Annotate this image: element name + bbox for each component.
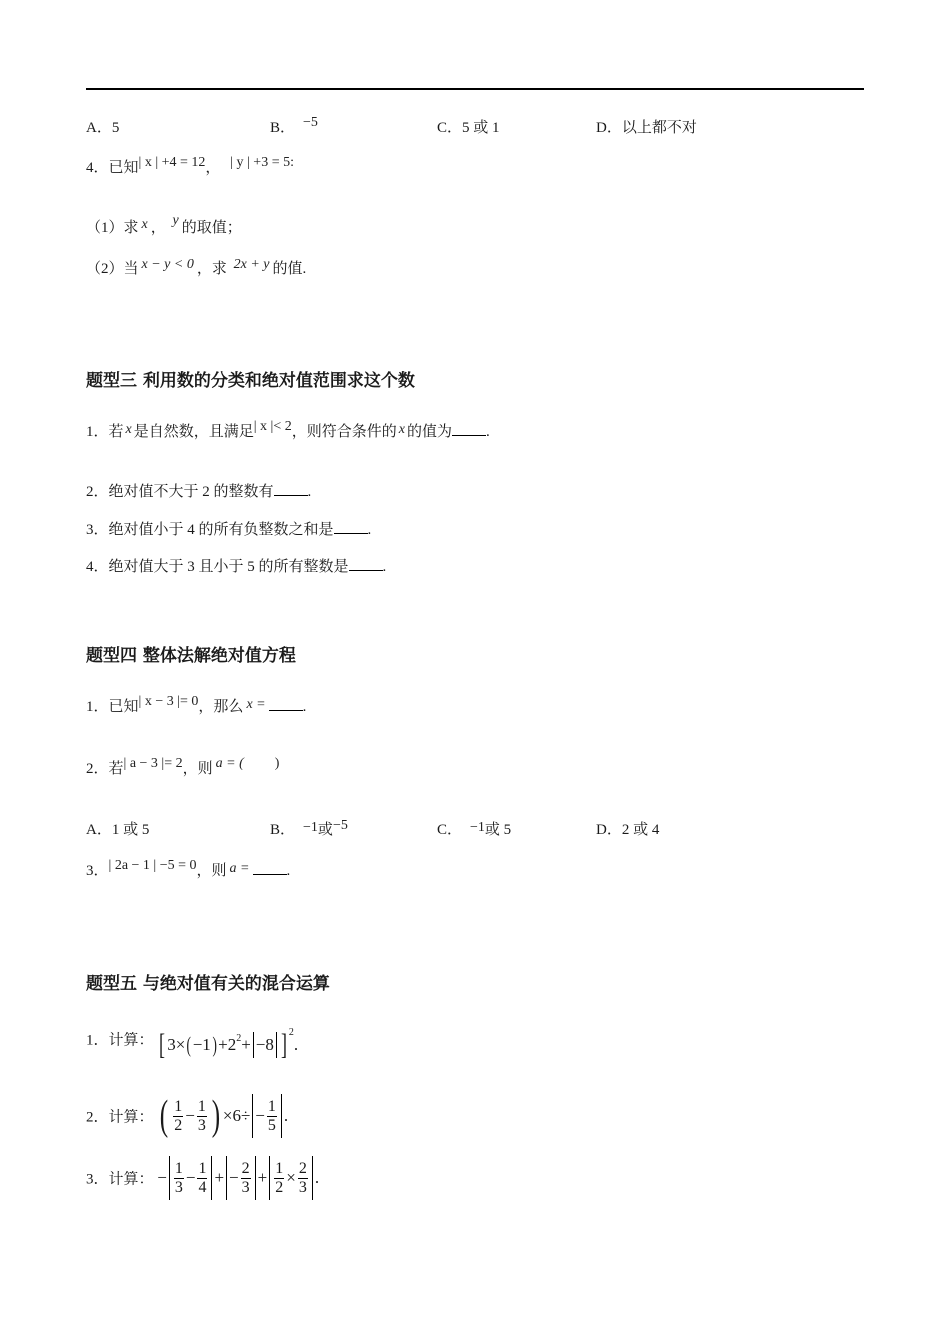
header-rule bbox=[86, 88, 864, 90]
section-4-question-3: 3．| 2a − 1 | −5 = 0，则 a = . bbox=[86, 858, 291, 879]
option-d: D．2 或 4 bbox=[596, 822, 660, 838]
option-c: C．5 或 1 bbox=[437, 120, 500, 136]
section-5-question-3: 3．计算： − $\frac{1}{3}$ − $\frac{1}{4}$ + − $\frac{2}{3}$ + $\frac{1}{2}$ × $\frac{2}{3}$ . bbox=[86, 1158, 319, 1202]
answer-blank[interactable] bbox=[452, 421, 486, 436]
option-d: D．以上都不对 bbox=[596, 120, 697, 136]
question-4: 4．已知| x | +4 = 12， | y | +3 = 5: bbox=[86, 155, 294, 176]
section-3-question-2: 2．绝对值不大于 2 的整数有 . bbox=[86, 481, 311, 502]
option-b: B． −1或−5 bbox=[270, 818, 348, 838]
math-expression: − $\frac{1}{3}$ − $\frac{1}{4}$ + − $\frac{2}{3}$ + $\frac{1}{2}$ × $\frac{2}{3}$ . bbox=[157, 1156, 319, 1200]
math-expression: ( $\frac{1}{2}$ − $\frac{1}{3}$ ) ×6÷ − $\frac{1}{5}$ . bbox=[160, 1093, 289, 1139]
answer-blank[interactable] bbox=[334, 519, 368, 534]
section-4-title: 题型四 整体法解绝对值方程 bbox=[86, 646, 296, 666]
option-c: C． −1或 5 bbox=[437, 820, 512, 838]
question-4-part-1: （1）求 x ， y 的取值； bbox=[86, 213, 242, 236]
answer-blank[interactable] bbox=[253, 860, 287, 875]
section-5-question-1: 1．计算： [ 3× ( −1 ) +2 2 + −8 ] 2 . bbox=[86, 1027, 299, 1061]
option-a: A．5 bbox=[86, 120, 120, 136]
option-b: B． −5 bbox=[270, 115, 318, 136]
section-3-question-3: 3．绝对值小于 4 的所有负整数之和是 . bbox=[86, 519, 371, 540]
option-a: A．1 或 5 bbox=[86, 822, 150, 838]
section-3-title: 题型三 利用数的分类和绝对值范围求这个数 bbox=[86, 371, 415, 391]
section-5-question-2: 2．计算： ( $\frac{1}{2}$ − $\frac{1}{3}$ ) ×6÷ − $\frac{1}{5}$ . bbox=[86, 1093, 289, 1139]
answer-blank[interactable] bbox=[349, 556, 383, 571]
question-4-part-2: （2）当 x − y < 0 ，求 2x + y 的值. bbox=[86, 257, 307, 277]
math-expression: [ 3× ( −1 ) +2 2 + −8 ] 2 . bbox=[159, 1027, 299, 1061]
section-4-question-1: 1．已知| x − 3 |= 0，那么 x = . bbox=[86, 694, 307, 715]
section-3-question-1: 1．若 x 是自然数，且满足| x |< 2，则符合条件的 x 的值为 . bbox=[86, 419, 490, 440]
answer-blank[interactable] bbox=[274, 481, 308, 496]
section-5-title: 题型五 与绝对值有关的混合运算 bbox=[86, 974, 330, 994]
section-4-question-2: 2．若| a − 3 |= 2，则 a = ( ) bbox=[86, 756, 280, 777]
section-3-question-4: 4．绝对值大于 3 且小于 5 的所有整数是 . bbox=[86, 556, 386, 577]
answer-blank[interactable] bbox=[269, 696, 303, 711]
